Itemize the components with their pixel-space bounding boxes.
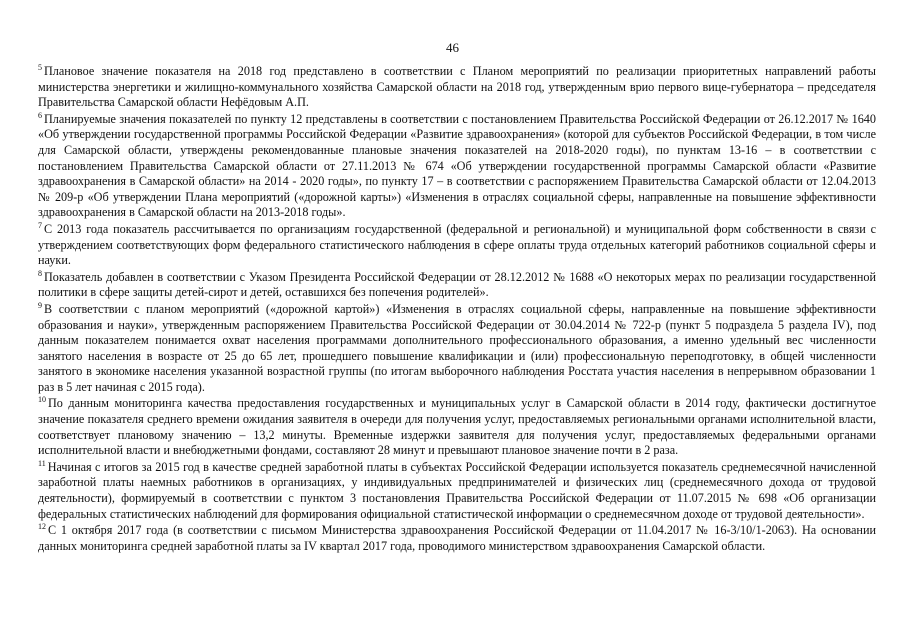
page-number: 46: [446, 40, 459, 55]
footnote-marker: 11: [38, 458, 46, 468]
footnote-marker: 9: [38, 300, 42, 310]
footnote-marker: 10: [38, 395, 46, 405]
footnotes-section: [38, 64, 876, 555]
footnote-9: [38, 302, 876, 396]
footnote-text: По данным мониторинга качества предоставления государственных и муниципальных услуг в Самарской области в 2014 году, фактически достигнутое значение показателя среднего времени ожидания заявителя в очереди для получения услуг, предоставляемых региональными органами исполнительной власти, соответствует плановому значению – 13,2 минуты. Временные издержки заявителя для получения услуг, предоставляемых федеральными органами исполнительной власти и внебюджетными фондами, составляют 28 минут и превышают плановое значение почти в 2 раза.: [38, 396, 876, 458]
footnote-5: [38, 64, 876, 111]
footnote-10: [38, 396, 876, 458]
footnote-marker: 12: [38, 522, 46, 532]
footnote-text: Плановое значение показателя на 2018 год представлено в соответствии с Планом мероприятий по реализации приоритетных направлений работы министерства энергетики и жилищно-коммунального хозяйства Самарской области на 2018 год, утвержденным врио первого вице-губернатора – председателя Правительства Самарской области Нефёдовым А.П.: [38, 64, 876, 110]
footnote-6: [38, 112, 876, 221]
footnote-8: [38, 270, 876, 301]
footnote-11: [38, 460, 876, 522]
footnote-12: [38, 523, 876, 554]
footnote-marker: 7: [38, 220, 42, 230]
footnote-text: Планируемые значения показателей по пункту 12 представлены в соответствии с постановлением Правительства Российской Федерации от 26.12.2017 № 1640 «Об утверждении государственной программы Российской Федерации «Развитие здравоохранения» (которой для субъектов Российской Федерации, в том числе для Самарской области, утверждены рекомендованные плановые значения показателей на 2018-2020 годы), по пунктам 13-16 – в соответствии с постановлением Правительства Самарской области от 27.11.2013 № 674 «Об утверждении государственной программы Самарской области «Развитие здравоохранения в Самарской области» на 2014 - 2020 годы», по пункту 17 – в соответствии с распоряжением Правительства Самарской области от 12.04.2013 № 209-р «Об утверждении Плана мероприятий («дорожной карты») «Изменения в отраслях социальной сферы, направленные на повышение эффективности здравоохранения в Самарской области на 2013-2018 годы».: [38, 111, 876, 220]
footnote-marker: 8: [38, 268, 42, 278]
footnote-7: [38, 222, 876, 269]
footnote-marker: 6: [38, 110, 42, 120]
footnote-text: С 1 октября 2017 года (в соответствии с письмом Министерства здравоохранения Российской Федерации от 11.04.2017 № 16-3/10/1-2063). На основании данных мониторинга средней заработной платы за IV квартал 2017 года, проводимого министерством здравоохранения Самарской области.: [38, 523, 876, 553]
footnote-text: Показатель добавлен в соответствии с Указом Президента Российской Федерации от 28.12.2012 № 1688 «О некоторых мерах по реализации государственной политики в сфере защиты детей-сирот и детей, оставшихся без попечения родителей».: [38, 269, 876, 300]
footnote-text: Начиная с итогов за 2015 год в качестве средней заработной платы в субъектах Российской Федерации используется показатель среднемесячной начисленной заработной платы наемных работников в организациях, у индивидуальных предпринимателей и физических лиц (среднемесячного дохода от трудовой деятельности), формируемый в соответствии с пунктом 3 постановления Правительства Российской Федерации от 11.07.2015 № 698 «Об организации федеральных статистических наблюдений для формирования официальной статистической информации о среднемесячном доходе от трудовой деятельности».: [38, 459, 876, 521]
footnote-text: С 2013 года показатель рассчитывается по организациям государственной (федеральной и региональной) и муниципальной форм собственности в связи с утверждением соответствующих форм федерального статистического наблюдения в сфере оплаты труда отдельных категорий работников социальной сферы и науки.: [38, 221, 876, 268]
footnote-marker: 5: [38, 62, 42, 72]
footnote-text: В соответствии с планом мероприятий («дорожной картой») «Изменения в отраслях социальной сферы, направленные на повышение эффективности образования и науки», утвержденным распоряжением Правительства Российской Федерации от 30.04.2014 № 722-р (пункт 5 подраздела 5 раздела IV), под данным показателем понимается охват населения программами дополнительного профессионального образования, а именно удельный вес численности занятого населения в возрасте от 25 до 65 лет, прошедшего повышение квалификации и (или) профессиональную переподготовку, в общей численности занятого в экономике населения указанной возрастной группы (по итогам выборочного наблюдения Росстата участия населения в непрерывном образовании 1 раз в 5 лет начиная с 2015 года).: [38, 301, 876, 394]
